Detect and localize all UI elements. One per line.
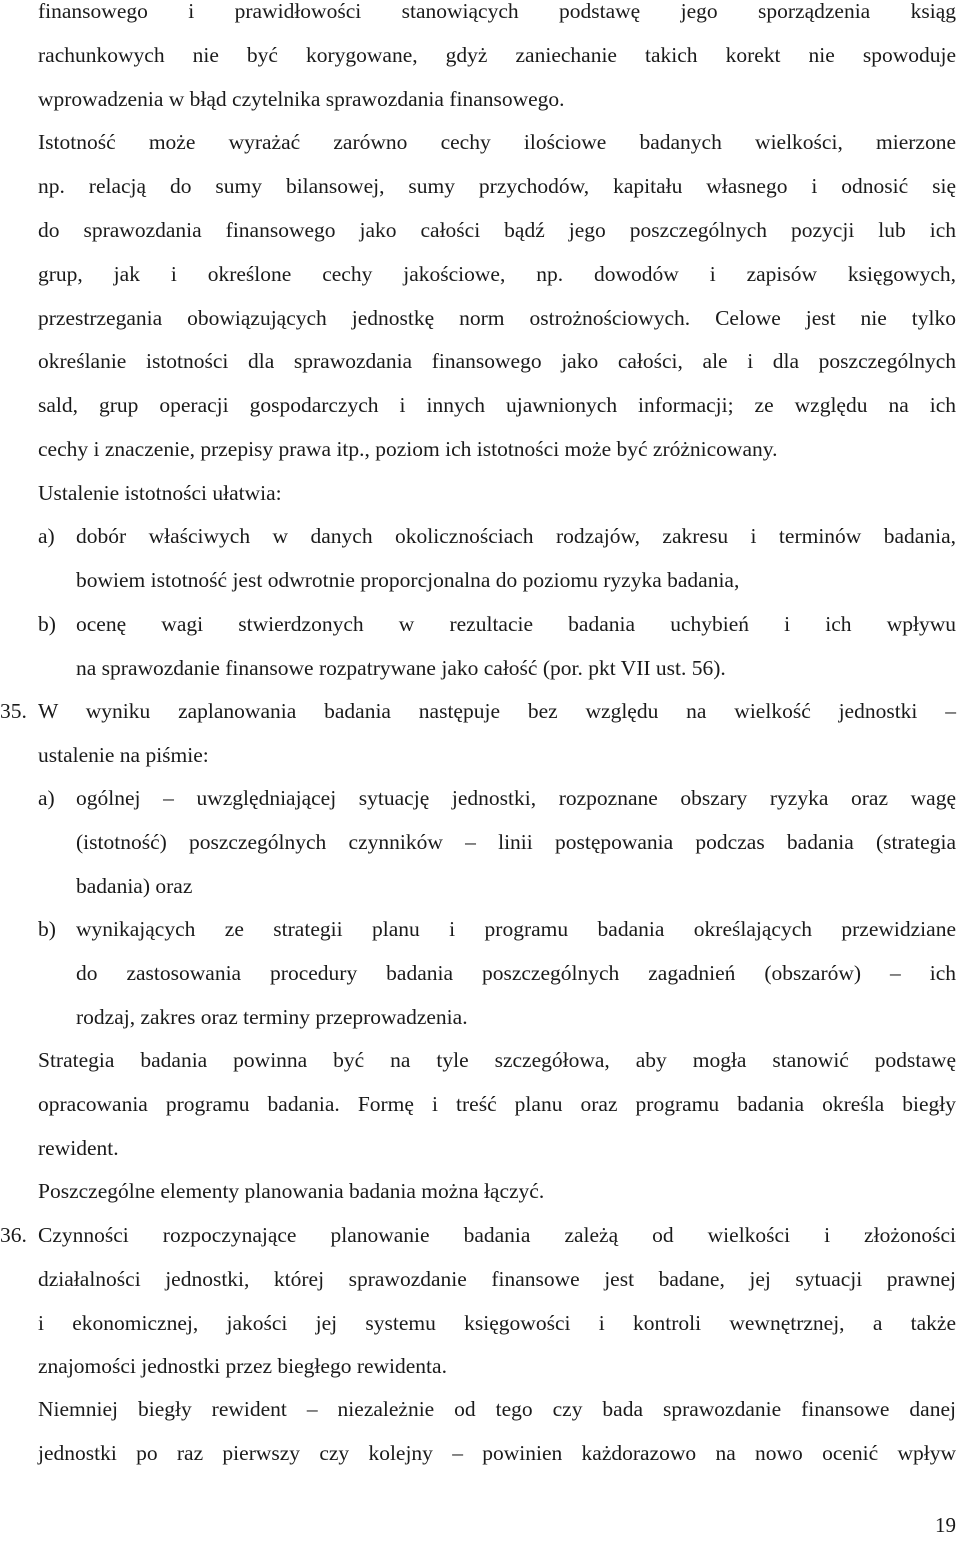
text-line: do zastosowania procedury badania poszczególnych zagadnień (obszarów) – ich [76, 960, 956, 985]
text-line: i ekonomicznej, jakości jej systemu księgowości i kontroli wewnętrznej, a także [38, 1310, 956, 1335]
text-line: Ustalenie istotności ułatwia: [38, 480, 282, 505]
text-line: określanie istotności dla sprawozdania finansowego jako całości, ale i dla poszczególnych [38, 349, 956, 374]
text-line: W wyniku zaplanowania badania następuje bez względu na wielkość jednostki – [38, 699, 956, 723]
text-line: ustalenie na piśmie: [38, 742, 209, 767]
combine-paragraph [38, 1170, 956, 1214]
list-marker: a) [38, 786, 55, 810]
text-line: rachunkowych nie być korygowane, gdyż zaniechanie takich korekt nie spowoduje [38, 42, 956, 67]
text-line: Strategia badania powinna być na tyle szczegółowa, aby mogła stanowić podstawę [38, 1048, 956, 1072]
text-line: Niemniej biegły rewident – niezależnie od tego czy bada sprawozdanie finansowe danej [38, 1397, 956, 1421]
text-line: znajomości jednostki przez biegłego rewidenta. [38, 1354, 447, 1379]
list-marker: a) [38, 524, 55, 548]
text-line: badania) oraz [76, 873, 193, 898]
top-paragraph [38, 0, 956, 516]
text-line: ogólnej – uwzględniającej sytuację jednostki, rozpoznane obszary ryzyka oraz wagę [76, 786, 956, 810]
text-line: cechy i znaczenie, przepisy prawa itp., poziom ich istotności może być zróżnicowany. [38, 436, 778, 461]
text-line: finansowego i prawidłowości stanowiących podstawę jego sporządzenia ksiąg [38, 0, 956, 23]
followup-paragraph [38, 1388, 956, 1476]
section-number: 35. [0, 699, 27, 723]
section-number: 36. [0, 1223, 27, 1247]
text-line: grup, jak i określone cechy jakościowe, np. dowodów i zapisów księgowych, [38, 261, 956, 286]
text-line: sald, grup operacji gospodarczych i innych ujawnionych informacji; ze względu na ich [38, 393, 956, 418]
strategy-paragraph [38, 1039, 956, 1170]
text-line: opracowania programu badania. Formę i treść planu oraz programu badania określa biegły [38, 1091, 956, 1116]
text-line: Czynności rozpoczynające planowanie badania zależą od wielkości i złożoności [38, 1223, 956, 1247]
text-line: rodzaj, zakres oraz terminy przeprowadzenia. [76, 1004, 468, 1029]
text-line: Poszczególne elementy planowania badania można łączyć. [38, 1179, 545, 1203]
text-line: przestrzegania obowiązujących jednostkę norm ostrożnościowych. Celowe jest nie tylko [38, 305, 956, 330]
text-line: wynikających ze strategii planu i programu badania określających przewidziane [76, 917, 956, 941]
text-line: np. relacją do sumy bilansowej, sumy przychodów, kapitału własnego i odnosić się [38, 174, 956, 199]
text-line: ocenę wagi stwierdzonych w rezultacie badania uchybień i ich wpływu [76, 612, 956, 636]
text-line: bowiem istotność jest odwrotnie proporcjonalna do poziomu ryzyka badania, [76, 567, 740, 592]
text-line: na sprawozdanie finansowe rozpatrywane jako całość (por. pkt VII ust. 56). [76, 655, 726, 680]
text-line: Istotność może wyrażać zarówno cechy ilościowe badanych wielkości, mierzone [38, 130, 956, 155]
list-marker: b) [38, 917, 56, 941]
text-line: do sprawozdania finansowego jako całości bądź jego poszczególnych pozycji lub ich [38, 217, 956, 242]
text-line: jednostki po raz pierwszy czy kolejny – powinien każdorazowo na nowo ocenić wpływ [38, 1440, 956, 1465]
text-line: działalności jednostki, której sprawozdanie finansowe jest badane, jej sytuacji prawnej [38, 1266, 956, 1291]
text-line: (istotność) poszczególnych czynników – linii postępowania podczas badania (strategia [76, 829, 956, 854]
text-line: rewident. [38, 1135, 119, 1160]
page-number: 19 [935, 1513, 956, 1537]
text-line: dobór właściwych w danych okolicznościach rodzajów, zakresu i terminów badania, [76, 524, 956, 548]
list-marker: b) [38, 612, 56, 636]
text-line: wprowadzenia w błąd czytelnika sprawozdania finansowego. [38, 86, 565, 111]
